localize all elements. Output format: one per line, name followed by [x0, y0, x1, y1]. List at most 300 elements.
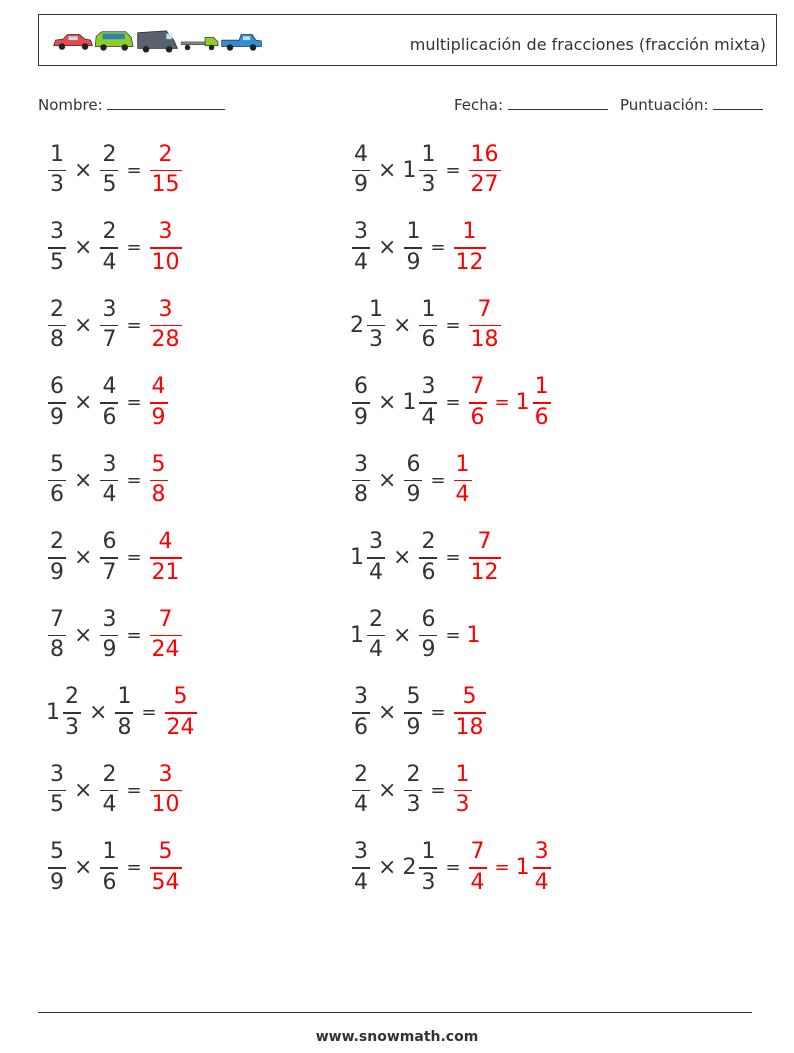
factor-b-denominator: 9 — [421, 637, 436, 663]
answer-fraction-denominator: 15 — [151, 172, 180, 198]
factor-b — [419, 530, 437, 585]
green-car-icon — [95, 32, 133, 51]
answer — [148, 143, 184, 198]
answer-fraction — [469, 375, 487, 430]
equals-sign: = — [445, 159, 461, 181]
answer-fraction-denominator: 54 — [151, 869, 180, 895]
answer-fraction — [469, 530, 501, 585]
factor-a-bar — [367, 635, 385, 637]
factor-a-bar — [367, 557, 385, 559]
factor-b-numerator: 2 — [406, 761, 421, 787]
problem-row — [350, 683, 488, 743]
answer-fraction — [454, 453, 472, 508]
factor-b-bar — [100, 790, 118, 792]
answer-mixed-numerator: 3 — [534, 839, 549, 865]
answer — [148, 298, 184, 353]
factor-b-numerator: 3 — [421, 374, 436, 400]
answer-fraction — [454, 685, 486, 740]
factor-b-bar — [404, 247, 422, 249]
answer-fraction-denominator: 9 — [151, 404, 166, 430]
factor-a-numerator: 3 — [354, 839, 368, 865]
problem-row — [350, 760, 474, 820]
problem-row — [46, 295, 184, 355]
factor-b-bar — [100, 247, 118, 249]
score-field[interactable] — [620, 95, 763, 114]
times-sign: × — [378, 855, 397, 880]
problem-row — [46, 373, 170, 433]
factor-b-denominator: 9 — [406, 714, 421, 740]
factor-b-denominator: 4 — [102, 249, 117, 275]
factor-a-bar — [48, 867, 66, 869]
factor-a-whole: 1 — [350, 622, 364, 648]
answer — [467, 530, 503, 585]
factor-a-bar — [48, 790, 66, 792]
factor-a — [367, 608, 385, 663]
factor-a-numerator: 3 — [369, 529, 383, 555]
name-field[interactable] — [38, 95, 225, 114]
equals-sign: = — [141, 702, 157, 723]
factor-b-denominator: 3 — [421, 869, 436, 895]
pickup-truck-icon — [222, 35, 262, 51]
factor-b-bar — [100, 635, 118, 637]
answer-fraction-bar — [150, 790, 182, 792]
answer-fraction-denominator: 4 — [455, 482, 470, 508]
problem-row — [46, 605, 184, 665]
answer-fraction-bar — [469, 170, 501, 172]
van-icon — [138, 31, 178, 53]
answer-mixed-bar — [533, 867, 551, 869]
equals-sign: = — [126, 624, 142, 646]
times-sign: × — [378, 235, 397, 260]
date-field[interactable] — [454, 95, 608, 114]
factor-b-numerator: 5 — [406, 684, 421, 710]
answer — [452, 685, 488, 740]
factor-a-bar — [48, 247, 66, 249]
factor-b-bar — [404, 790, 422, 792]
problem-row — [350, 838, 553, 898]
factor-a-denominator: 4 — [354, 792, 368, 818]
factor-b-bar — [404, 712, 422, 714]
factor-b-denominator: 7 — [102, 327, 117, 353]
answer-fraction-numerator: 7 — [470, 374, 485, 400]
equals-sign: = — [430, 237, 446, 258]
factor-a-numerator: 3 — [354, 219, 368, 245]
times-sign: × — [74, 157, 93, 183]
factor-a-numerator: 3 — [50, 761, 64, 787]
answer-fraction-bar — [454, 790, 472, 792]
red-car-icon — [54, 35, 93, 50]
answer-fraction — [454, 220, 486, 275]
times-sign: × — [378, 157, 397, 183]
answer-fraction-bar — [165, 712, 197, 714]
factor-b-numerator: 1 — [102, 839, 117, 865]
answer-fraction — [469, 298, 501, 353]
answer-fraction-denominator: 3 — [455, 792, 470, 818]
date-label: Fecha: — [454, 96, 504, 114]
factor-b-whole: 1 — [402, 157, 417, 183]
factor-b — [419, 143, 437, 198]
answer-fraction-denominator: 12 — [470, 559, 499, 585]
answer-fraction — [150, 840, 182, 895]
factor-a — [48, 375, 66, 430]
answer — [148, 375, 170, 430]
factor-a-bar — [352, 402, 370, 404]
answer — [148, 530, 184, 585]
answer — [148, 763, 184, 818]
answer-fraction-bar — [469, 557, 501, 559]
answer-fraction-denominator: 6 — [470, 404, 485, 430]
factor-b-denominator: 4 — [421, 404, 436, 430]
footer-divider — [38, 1012, 752, 1013]
answer-fraction-numerator: 4 — [151, 374, 166, 400]
equals-sign: = — [445, 624, 461, 646]
answer-equals-sign: = — [494, 392, 510, 413]
factor-a-whole: 2 — [350, 312, 364, 338]
answer — [467, 143, 503, 198]
factor-b-bar — [419, 325, 437, 327]
answer-fraction-bar — [150, 170, 182, 172]
factor-b-bar — [419, 635, 437, 637]
answer-fraction — [150, 220, 182, 275]
problem-row — [46, 683, 199, 743]
factor-a-numerator: 6 — [50, 374, 64, 400]
factor-a-denominator: 4 — [354, 869, 368, 895]
factor-a-numerator: 5 — [50, 451, 64, 477]
factor-a-bar — [352, 867, 370, 869]
answer-fraction-denominator: 28 — [151, 327, 180, 353]
factor-b-numerator: 6 — [421, 606, 436, 632]
factor-b-denominator: 7 — [102, 559, 117, 585]
date-blank[interactable] — [508, 95, 608, 110]
answer-fraction-bar — [454, 480, 472, 482]
factor-a-denominator: 9 — [354, 172, 368, 198]
factor-a-denominator: 3 — [65, 714, 79, 740]
factor-a-bar — [48, 402, 66, 404]
factor-b — [100, 763, 118, 818]
answer-fraction-denominator: 24 — [151, 637, 180, 663]
vehicles-banner — [43, 29, 273, 53]
answer-fraction-bar — [150, 325, 182, 327]
factor-a — [48, 530, 66, 585]
factor-b — [115, 685, 133, 740]
header-box — [38, 14, 777, 66]
factor-a — [48, 453, 66, 508]
factor-a — [48, 298, 66, 353]
answer-fraction — [165, 685, 197, 740]
answer-fraction-numerator: 5 — [173, 684, 188, 710]
factor-a-denominator: 5 — [50, 792, 64, 818]
factor-a-numerator: 2 — [369, 606, 383, 632]
factor-a-denominator: 3 — [50, 172, 64, 198]
answer-fraction-numerator: 3 — [158, 219, 173, 245]
answer-equals-sign: = — [494, 857, 510, 878]
problem-row — [46, 450, 170, 510]
answer-mixed-whole: 1 — [515, 390, 530, 415]
equals-sign: = — [445, 547, 461, 568]
answer-fraction — [469, 143, 501, 198]
factor-a-numerator: 3 — [354, 451, 368, 477]
times-sign: × — [393, 545, 412, 570]
factor-a-denominator: 8 — [50, 637, 64, 663]
factor-a — [352, 763, 370, 818]
equals-sign: = — [126, 159, 142, 181]
factor-a — [367, 298, 385, 353]
answer-fraction — [454, 763, 472, 818]
factor-b — [404, 220, 422, 275]
times-sign: × — [74, 777, 93, 803]
times-sign: × — [378, 700, 397, 725]
problem-row — [46, 218, 184, 278]
problem-row — [350, 605, 482, 665]
answer-fraction — [150, 143, 182, 198]
equals-sign: = — [126, 392, 142, 413]
answer — [452, 453, 474, 508]
answer-fraction-numerator: 2 — [158, 141, 173, 167]
factor-a-denominator: 5 — [50, 249, 64, 275]
factor-a-numerator: 2 — [354, 761, 368, 787]
factor-b-bar — [100, 867, 118, 869]
answer-fraction-numerator: 1 — [455, 451, 470, 477]
factor-b-denominator: 3 — [421, 172, 436, 198]
problem-row — [350, 450, 474, 510]
factor-a-numerator: 3 — [50, 219, 64, 245]
factor-a — [352, 685, 370, 740]
answer-fraction-numerator: 3 — [158, 761, 173, 787]
equals-sign: = — [126, 314, 142, 336]
factor-b-numerator: 3 — [102, 451, 117, 477]
problem-row — [46, 140, 184, 200]
equals-sign: = — [445, 392, 461, 413]
answer-fraction-denominator: 4 — [470, 869, 485, 895]
times-sign: × — [74, 390, 93, 415]
factor-b-whole: 2 — [402, 855, 417, 880]
factor-b-numerator: 2 — [102, 141, 117, 167]
answer-fraction-numerator: 7 — [477, 529, 492, 555]
factor-b-bar — [100, 402, 118, 404]
factor-a-numerator: 2 — [50, 529, 64, 555]
factor-b — [419, 375, 437, 430]
factor-a-numerator: 4 — [354, 141, 368, 167]
answer-fraction-numerator: 5 — [462, 684, 477, 710]
factor-b-bar — [419, 867, 437, 869]
factor-a-denominator: 4 — [369, 559, 383, 585]
answer-fraction-numerator: 16 — [470, 141, 499, 167]
factor-a-numerator: 3 — [354, 684, 368, 710]
factor-b — [100, 143, 118, 198]
factor-a-denominator: 3 — [369, 327, 383, 353]
answer-fraction-denominator: 18 — [455, 714, 484, 740]
times-sign: × — [74, 855, 93, 880]
answer — [452, 220, 488, 275]
answer — [148, 453, 170, 508]
factor-a — [48, 608, 66, 663]
answer-fraction-bar — [469, 867, 487, 869]
factor-a-denominator: 8 — [50, 327, 64, 353]
answer — [467, 375, 553, 430]
answer-fraction-bar — [150, 635, 182, 637]
factor-a-bar — [48, 170, 66, 172]
footer-url: www.snowmath.com — [315, 1029, 479, 1045]
factor-b-denominator: 8 — [117, 714, 132, 740]
factor-a — [48, 763, 66, 818]
factor-a — [352, 840, 370, 895]
factor-b — [419, 840, 437, 895]
factor-a — [352, 220, 370, 275]
factor-a-bar — [352, 790, 370, 792]
factor-b-denominator: 4 — [102, 482, 117, 508]
answer-fraction-numerator: 7 — [158, 606, 173, 632]
factor-a-bar — [352, 247, 370, 249]
answer-fraction-bar — [454, 247, 486, 249]
factor-b-denominator: 4 — [102, 792, 117, 818]
factor-b-numerator: 1 — [421, 839, 436, 865]
factor-a-denominator: 4 — [354, 249, 368, 275]
factor-a-whole: 1 — [46, 700, 60, 725]
factor-b-numerator: 1 — [117, 684, 132, 710]
answer-fraction-numerator: 5 — [151, 451, 166, 477]
factor-a-whole: 1 — [350, 545, 364, 570]
times-sign: × — [74, 235, 93, 260]
factor-b-numerator: 2 — [421, 529, 436, 555]
factor-b-bar — [100, 170, 118, 172]
factor-b — [100, 375, 118, 430]
factor-b-denominator: 6 — [421, 327, 436, 353]
factor-a-denominator: 9 — [354, 404, 368, 430]
factor-a-bar — [352, 480, 370, 482]
factor-a-bar — [48, 480, 66, 482]
factor-b — [100, 530, 118, 585]
factor-b-numerator: 1 — [421, 296, 436, 322]
answer — [467, 623, 482, 648]
factor-b — [404, 685, 422, 740]
answer-fraction-bar — [150, 480, 168, 482]
score-blank[interactable] — [713, 95, 763, 110]
answer-mixed-bar — [533, 402, 551, 404]
factor-a-numerator: 6 — [354, 374, 368, 400]
factor-b-bar — [404, 480, 422, 482]
factor-a-bar — [48, 557, 66, 559]
factor-b-numerator: 4 — [102, 374, 117, 400]
factor-a-bar — [48, 635, 66, 637]
factor-a — [352, 143, 370, 198]
answer-fraction-numerator: 4 — [158, 529, 173, 555]
factor-b-numerator: 1 — [421, 141, 436, 167]
factor-b-bar — [100, 325, 118, 327]
answer-fraction-bar — [150, 402, 168, 404]
answer-fraction-bar — [150, 867, 182, 869]
times-sign: × — [393, 622, 412, 648]
answer-fraction-denominator: 8 — [151, 482, 166, 508]
answer — [467, 840, 553, 895]
answer-fraction — [150, 375, 168, 430]
answer — [148, 220, 184, 275]
answer-mixed-numerator: 1 — [534, 374, 549, 400]
equals-sign: = — [430, 702, 446, 723]
factor-b-numerator: 6 — [102, 529, 117, 555]
factor-b — [100, 840, 118, 895]
equals-sign: = — [126, 469, 142, 491]
factor-a-bar — [367, 325, 385, 327]
factor-b-whole: 1 — [402, 390, 417, 415]
factor-b — [100, 453, 118, 508]
factor-b-bar — [115, 712, 133, 714]
factor-b — [100, 298, 118, 353]
answer-fraction-bar — [150, 557, 182, 559]
factor-b-bar — [100, 557, 118, 559]
equals-sign: = — [445, 857, 461, 878]
factor-a-numerator: 5 — [50, 839, 64, 865]
answer-mixed — [533, 375, 551, 430]
factor-b — [419, 298, 437, 353]
factor-a — [367, 530, 385, 585]
answer — [148, 840, 184, 895]
answer-fraction — [150, 530, 182, 585]
answer-fraction-denominator: 18 — [470, 327, 499, 353]
problem-row — [350, 140, 503, 200]
times-sign: × — [378, 390, 397, 415]
factor-b-numerator: 3 — [102, 606, 117, 632]
factor-b — [404, 763, 422, 818]
factor-a-denominator: 9 — [50, 404, 64, 430]
answer-fraction-denominator: 12 — [455, 249, 484, 275]
factor-a — [352, 375, 370, 430]
factor-a-denominator: 9 — [50, 559, 64, 585]
answer-fraction-bar — [150, 247, 182, 249]
answer-whole: 1 — [466, 622, 481, 648]
factor-a-bar — [63, 712, 81, 714]
factor-b-denominator: 9 — [406, 482, 421, 508]
equals-sign: = — [126, 779, 142, 801]
factor-b-denominator: 6 — [421, 559, 436, 585]
factor-b-denominator: 9 — [406, 249, 421, 275]
factor-b-numerator: 2 — [102, 219, 117, 245]
factor-b-bar — [419, 557, 437, 559]
times-sign: × — [378, 467, 397, 493]
problem-row — [350, 528, 503, 588]
equals-sign: = — [126, 237, 142, 258]
answer-mixed-denominator: 4 — [534, 869, 549, 895]
answer-fraction-numerator: 1 — [455, 761, 470, 787]
factor-a-denominator: 6 — [50, 482, 64, 508]
factor-a-numerator: 2 — [50, 296, 64, 322]
factor-b-numerator: 1 — [406, 219, 421, 245]
score-label: Puntuación: — [620, 96, 709, 114]
answer-fraction-bar — [454, 712, 486, 714]
equals-sign: = — [445, 314, 461, 336]
times-sign: × — [378, 777, 397, 803]
factor-b-denominator: 6 — [102, 869, 117, 895]
factor-a-bar — [48, 325, 66, 327]
factor-a — [48, 143, 66, 198]
answer-fraction-denominator: 21 — [151, 559, 180, 585]
factor-b-denominator: 9 — [102, 637, 117, 663]
factor-a — [352, 453, 370, 508]
answer-mixed — [533, 840, 551, 895]
factor-a-denominator: 8 — [354, 482, 368, 508]
answer-fraction-numerator: 3 — [158, 296, 173, 322]
name-blank[interactable] — [107, 95, 225, 110]
factor-a-numerator: 2 — [65, 684, 79, 710]
times-sign: × — [74, 622, 93, 648]
answer — [452, 763, 474, 818]
worksheet-title: multiplicación de fracciones (fracción mixta) — [409, 35, 766, 54]
times-sign: × — [74, 467, 93, 493]
equals-sign: = — [430, 779, 446, 801]
equals-sign: = — [430, 469, 446, 491]
problem-row — [46, 760, 184, 820]
answer-mixed-denominator: 6 — [534, 404, 549, 430]
answer-fraction-bar — [469, 402, 487, 404]
